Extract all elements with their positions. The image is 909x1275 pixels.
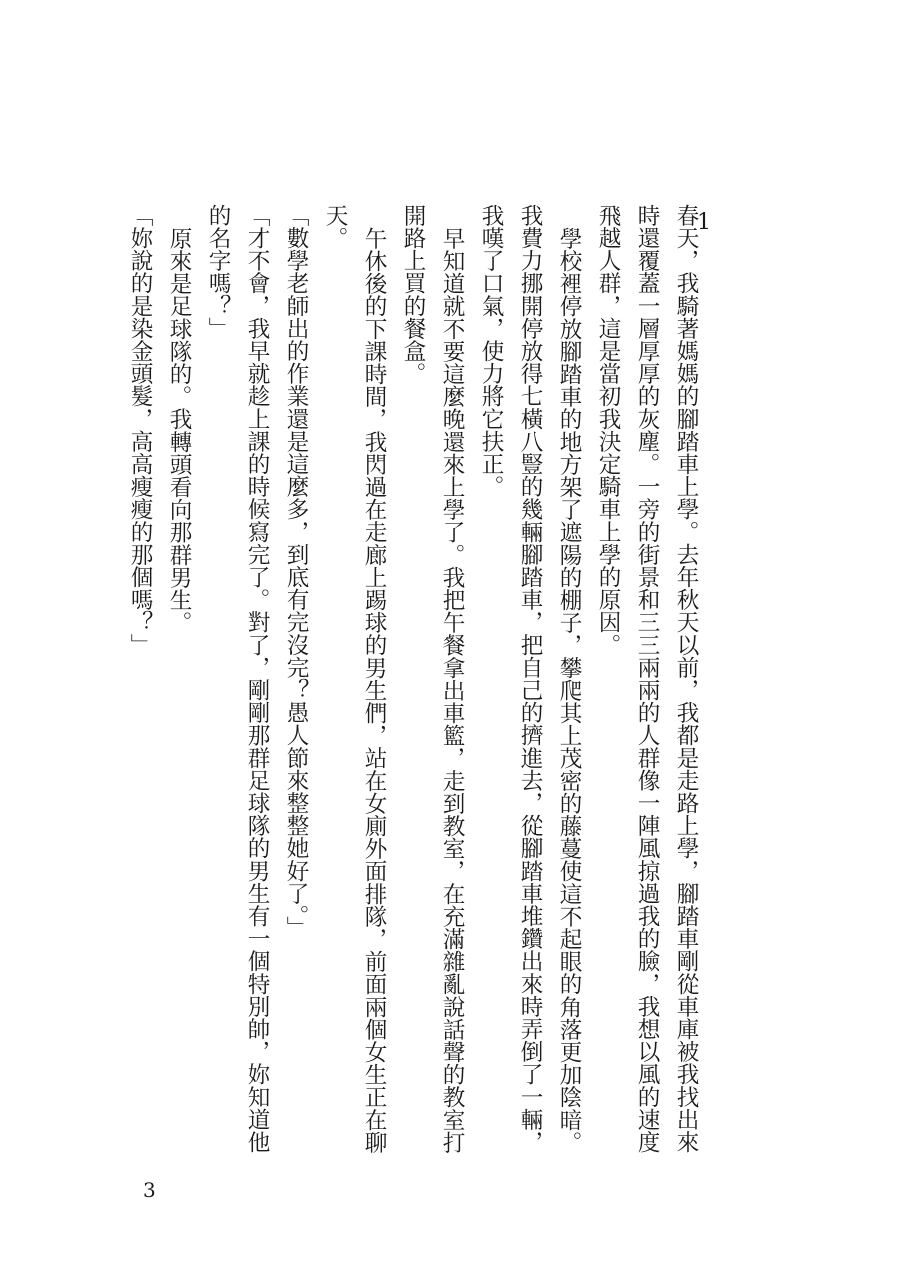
paragraph: 原來是足球隊的。我轉頭看向那群男生。 [166, 226, 192, 634]
chapter-number: 1 [697, 210, 711, 235]
dialogue-line: 「才不會，我早就趁上課的時候寫完了。對了，剛剛那群足球隊的男生有一個特別帥，妳知道他的名字嗎？」 [205, 204, 270, 1154]
paragraph: 早知道就不要這麼晚還來上學了。我把午餐拿出車籃，走到教室，在充滿雜亂說話聲的教室打開路上買的餐盒。 [400, 204, 465, 1154]
dialogue-line: 「數學老師出的作業還是這麼多，到底有完沒完？愚人節來整整她好了。」 [283, 204, 309, 939]
paragraph: 午休後的下課時間，我閃過在走廊上踢球的男生們，站在女廁外面排隊，前面兩個女生正在聊天。 [322, 204, 387, 1154]
body-text [120, 204, 705, 1164]
paragraph: 春天，我騎著媽媽的腳踏車上學。去年秋天以前，我都是走路上學，腳踏車剛從車庫被我找出來時還覆蓋一層厚厚的灰塵。一旁的街景和三三兩兩的人群像一陣風掠過我的臉，我想以風的速度飛越人群，這是當初我決定騎車上學的原因。 [595, 204, 699, 1154]
page-number: 3 [143, 1178, 156, 1202]
dialogue-line: 「妳說的是染金頭髮，高高瘦瘦的那個嗎？」 [127, 204, 153, 656]
paragraph: 學校裡停放腳踏車的地方架了遮陽的棚子，攀爬其上茂密的藤蔓使這不起眼的角落更加陰暗。我費力挪開停放得七橫八豎的幾輛腳踏車，把自己的擠進去，從腳踏車堆鑽出來時弄倒了一輛，我嘆了口氣，使力將它扶正。 [478, 204, 582, 1154]
